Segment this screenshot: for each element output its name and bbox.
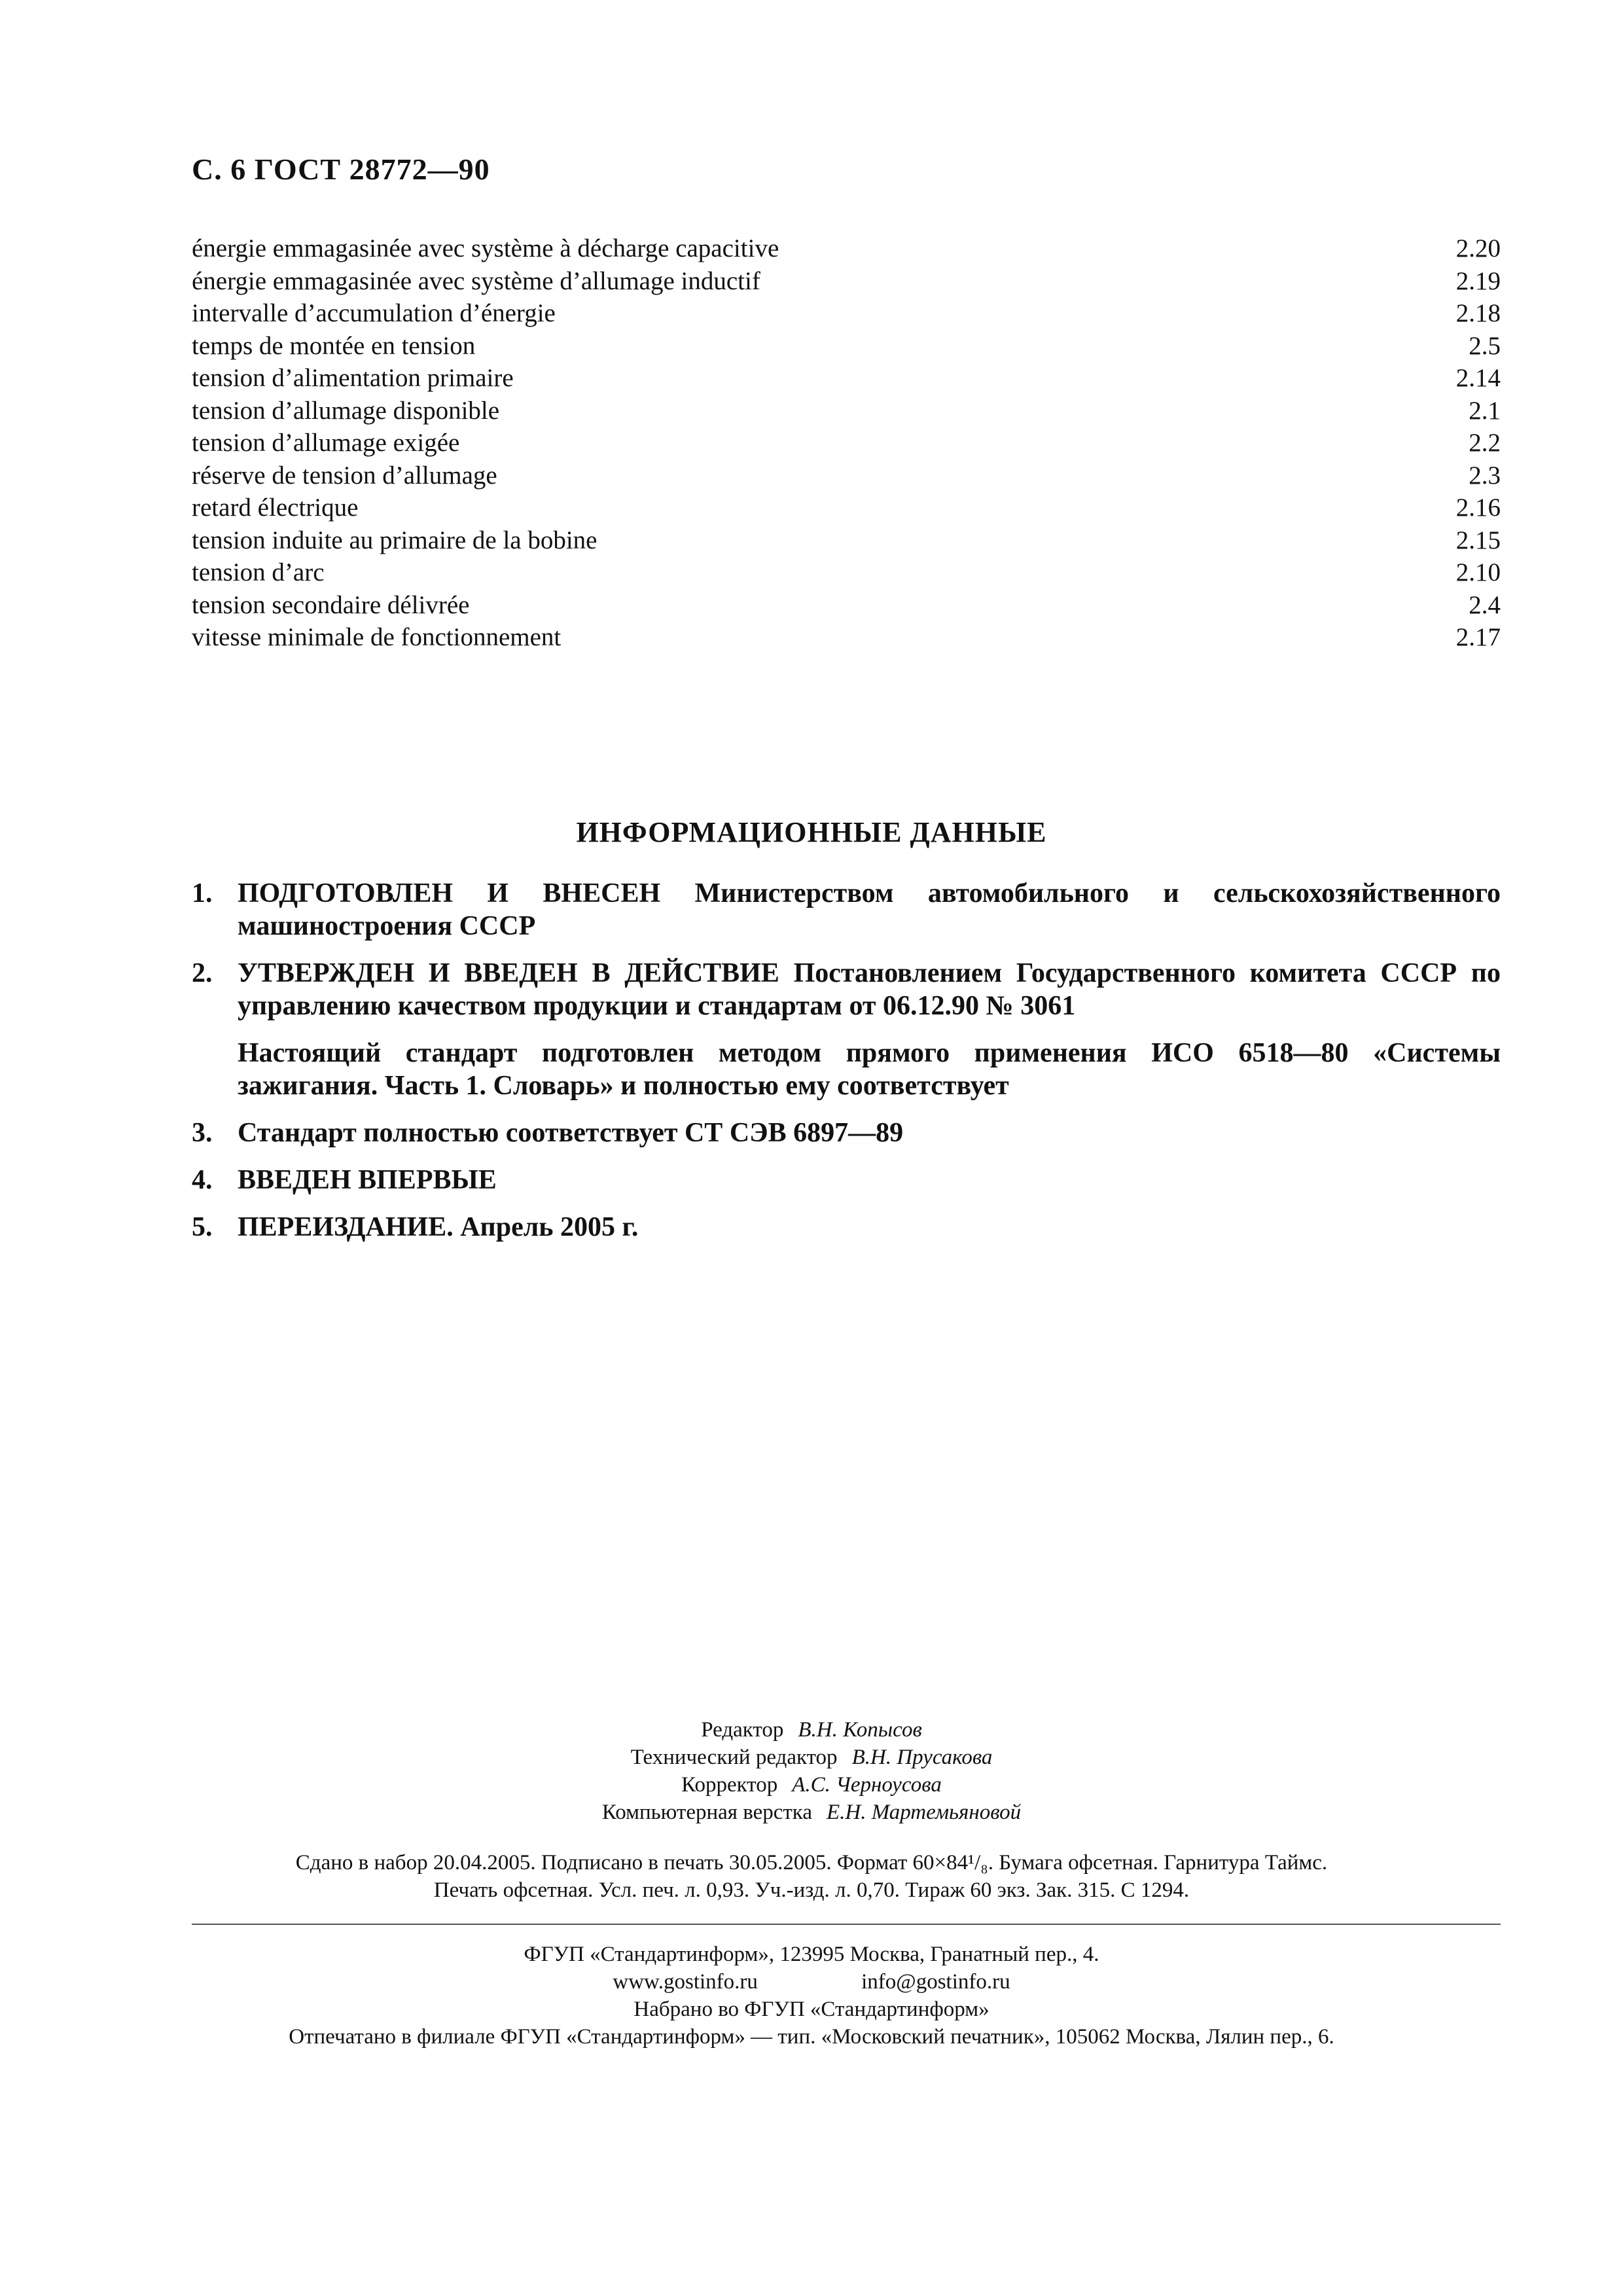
info-item-body (238, 957, 1501, 1102)
info-item (192, 1211, 1501, 1244)
term-index (192, 232, 1501, 654)
info-item-body (238, 1164, 1501, 1196)
index-ref: 2.17 (1455, 623, 1501, 651)
info-item (192, 1117, 1501, 1149)
index-term: tension d’alimentation primaire (192, 364, 514, 392)
info-section-title: ИНФОРМАЦИОННЫЕ ДАННЫЕ (576, 816, 1047, 848)
index-ref: 2.16 (1455, 493, 1501, 522)
index-term: tension d’arc (192, 558, 325, 586)
index-ref: 2.2 (1469, 429, 1501, 457)
info-item-text: Стандарт полностью соответствует СТ СЭВ 6897—89 (238, 1118, 904, 1148)
index-entry (192, 232, 1501, 265)
index-entry (192, 362, 1501, 395)
divider (192, 1924, 1501, 1925)
info-item-body (238, 877, 1501, 942)
info-item-text: УТВЕРЖДЕН И ВВЕДЕН В ДЕЙСТВИЕ Постановлением Государственного комитета СССР по управлению качеством продукции и стандартам от 06.12.90 № 3061 (238, 958, 1501, 1021)
credit-role: Редактор (701, 1718, 784, 1742)
index-entry (192, 265, 1501, 298)
credit-line (0, 1716, 1623, 1744)
credit-name: В.Н. Прусакова (851, 1746, 993, 1769)
info-item-number: 4. (192, 1165, 213, 1195)
info-item-body (238, 1211, 1501, 1244)
publisher-email-link[interactable]: info@gostinfo.ru (861, 1970, 1010, 1994)
info-item-number: 5. (192, 1212, 213, 1242)
info-item-note: Настоящий стандарт подготовлен методом прямого применения ИСО 6518—80 «Системы зажигания. Часть 1. Словарь» и полностью ему соответствует (238, 1038, 1501, 1101)
index-ref: 2.20 (1455, 234, 1501, 262)
index-term: réserve de tension d’allumage (192, 461, 497, 490)
index-term: intervalle d’accumulation d’énergie (192, 299, 556, 327)
credit-name: Е.Н. Мартемьяновой (826, 1801, 1022, 1824)
publisher-info (0, 1941, 1623, 2051)
index-ref: 2.14 (1455, 364, 1501, 392)
index-term: retard électrique (192, 493, 359, 522)
index-term: énergie emmagasinée avec système d’allumage inductif (192, 266, 760, 295)
info-item (192, 1164, 1501, 1196)
index-ref: 2.10 (1455, 558, 1501, 586)
index-entry (192, 556, 1501, 589)
index-entry (192, 330, 1501, 363)
credit-role: Корректор (681, 1773, 778, 1797)
index-term: vitesse minimale de fonctionnement (192, 623, 562, 651)
publisher-printed: Отпечатано в филиале ФГУП «Стандартинформ» — тип. «Московский печатник», 105062 Москва, Лялин пер., 6. (289, 2025, 1334, 2049)
index-entry (192, 427, 1501, 459)
index-ref: 2.18 (1455, 299, 1501, 327)
info-item-body (238, 1117, 1501, 1149)
index-ref: 2.19 (1455, 266, 1501, 295)
info-item-number: 3. (192, 1118, 213, 1148)
index-term: tension d’allumage exigée (192, 429, 460, 457)
credit-line (0, 1799, 1623, 1826)
credit-name: А.С. Черноусова (792, 1773, 942, 1797)
index-ref: 2.15 (1455, 526, 1501, 554)
publisher-contacts (0, 1968, 1623, 1996)
index-entry (192, 395, 1501, 427)
publisher-typeset: Набрано во ФГУП «Стандартинформ» (633, 1998, 990, 2021)
index-entry (192, 297, 1501, 330)
index-ref: 2.1 (1469, 396, 1501, 425)
info-item-number: 2. (192, 958, 213, 988)
index-entry (192, 524, 1501, 557)
print-info-line: Сдано в набор 20.04.2005. Подписано в печать 30.05.2005. Формат 60×84¹/₈. Бумага офсетная. Гарнитура Таймс. (295, 1851, 1328, 1874)
page-header: С. 6 ГОСТ 28772—90 (192, 152, 490, 186)
info-item (192, 957, 1501, 1102)
index-term: tension induite au primaire de la bobine (192, 526, 597, 554)
index-entry (192, 589, 1501, 622)
info-item-text: ПЕРЕИЗДАНИЕ. Апрель 2005 г. (238, 1212, 639, 1242)
info-list (192, 877, 1501, 1258)
info-item-text: ПОДГОТОВЛЕН И ВНЕСЕН Министерством автомобильного и сельскохозяйственного машиностроения СССР (238, 878, 1501, 941)
print-info (0, 1849, 1623, 1904)
index-term: énergie emmagasinée avec système à décharge capacitive (192, 234, 779, 262)
publisher-address: ФГУП «Стандартинформ», 123995 Москва, Гранатный пер., 4. (524, 1943, 1099, 1966)
index-term: tension secondaire délivrée (192, 590, 470, 619)
publisher-website-link[interactable]: www.gostinfo.ru (613, 1970, 758, 1994)
index-ref: 2.4 (1469, 590, 1501, 619)
credit-role: Технический редактор (630, 1746, 838, 1769)
print-info-line: Печать офсетная. Усл. печ. л. 0,93. Уч.-изд. л. 0,70. Тираж 60 экз. Зак. 315. С 1294. (433, 1878, 1190, 1902)
editorial-credits (0, 1716, 1623, 1826)
info-item-text: ВВЕДЕН ВПЕРВЫЕ (238, 1165, 497, 1195)
index-entry (192, 492, 1501, 524)
credit-line (0, 1744, 1623, 1771)
credit-line (0, 1771, 1623, 1799)
index-ref: 2.3 (1469, 461, 1501, 490)
credit-name: В.Н. Копысов (798, 1718, 922, 1742)
index-entry (192, 621, 1501, 654)
info-item (192, 877, 1501, 942)
info-item-number: 1. (192, 878, 213, 908)
index-entry (192, 459, 1501, 492)
index-ref: 2.5 (1469, 331, 1501, 360)
index-term: tension d’allumage disponible (192, 396, 500, 425)
index-term: temps de montée en tension (192, 331, 476, 360)
credit-role: Компьютерная верстка (601, 1801, 812, 1824)
